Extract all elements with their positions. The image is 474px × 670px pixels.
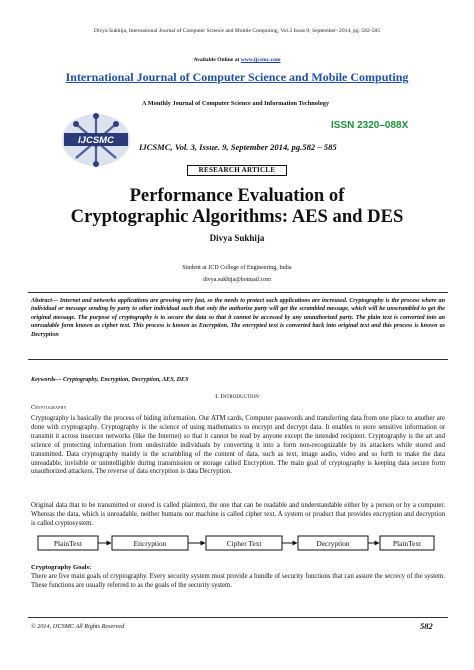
goals-heading: Cryptography Goals: [31,564,92,571]
available-online [0,57,474,63]
footer-divider [28,617,448,618]
intro-paragraph-1: Cryptography is basically the process of hiding information. Our ATM cards, Computer passwords and transferring data from one place to another are done with cryptography. Cryptography is the science of using mathematics to encrypt and decrypt data. It enables to store sensitive information or transmit it across insecure networks (like the Internet) so that it cannot be read by anyone except the intended recipient. Cryptography is the art and science of protecting information from undesirable individuals by converting it into a form non-recognizable by its attackers while stored and transmitted. Data cryptography mainly is the scrambling of the content of data, such as text, image audio, video and so forth to make the data unreadable, invisible or unintelligible during transmission or storage called Encryption. The main goal of cryptography is keeping data secure form unauthorized attackers. The reverse of data encryption is data Decryption. [31,415,445,476]
citation: IJCSMC, Vol. 3, Issue. 9, September 2014, pg.582 – 585 [139,142,337,152]
journal-title[interactable]: International Journal of Computer Science and Mobile Computing [65,70,409,84]
journal-url-link[interactable]: www.ijcsmc.com [240,57,281,63]
issn: ISSN 2320–088X [331,120,409,131]
flow-label-plaintext-in: PlainText [53,539,83,548]
running-head: Divya Sukhija, International Journal of Computer Science and Mobile Computing, Vol.3 Issue.9, September- 2014, pg. 582-585 [93,28,381,34]
title-line-1: Performance Evaluation of [129,185,345,206]
section-heading: I. Introduction [215,393,259,400]
logo-text: IJCSMC [78,135,114,146]
flow-label-decryption: Decryption [316,539,350,548]
paper-title [0,185,474,227]
author-email: divya.sukhija@hotmail.com [203,277,271,283]
journal-logo-icon [54,100,138,172]
flow-label-encryption: Encryption [133,539,167,548]
abstract: Abstract— Internet and networks applications are growing very fast, so the needs to protect such applications are increased. Cryptography is the process where an individual or message sending by party to other individual such that only the authorize party will get the scrambled message, which will be unscrambled to get the original message. The purpose of cryptography is to secure the data so that it cannot be accessed by any unauthorized party. The plain text is converted into an unreadable form known as cipher text. This process is known as Encryption. The encrypted text is converted back into original text and this process is known as Decryption [31,298,445,338]
intro-paragraph-2: Original data that to be transmitted or stored is called plaintext, the one that can be readable and understandable either by a person or by a computer. Whereas the data, which is unreadable, neither humans nor machine is called cipher text. A system or product that provides encryption and decryption is called cryptosystem. [31,502,445,527]
author-affiliation: Student at JCD College of Engineering, India [182,265,292,271]
available-prefix: Available Online at [193,57,241,63]
flow-label-plaintext-out: PlainText [392,539,422,548]
title-line-2: Cryptographic Algorithms: AES and DES [70,206,404,227]
encryption-flow-diagram [36,535,436,551]
flow-label-ciphertext: Cipher Text [226,539,262,548]
author-name: Divya Sukhija [209,233,265,243]
article-type-badge: RESEARCH ARTICLE [187,165,287,176]
goals-paragraph: There are five main goals of cryptography. Every security system must provide a bundle of security functions that can assure the secrecy of the system. These functions are usually referred to as the goals of the security system. [31,573,445,589]
keywords: Keywords— Cryptography, Encryption, Decryption, AES, DES [31,377,189,383]
subsection-heading: Cryptography [31,405,67,411]
page-number: 582 [420,621,433,631]
journal-subtitle: A Monthly Journal of Computer Science and Information Technology [142,100,330,107]
copyright: © 2014, IJCSMC All Rights Reserved [31,623,125,630]
